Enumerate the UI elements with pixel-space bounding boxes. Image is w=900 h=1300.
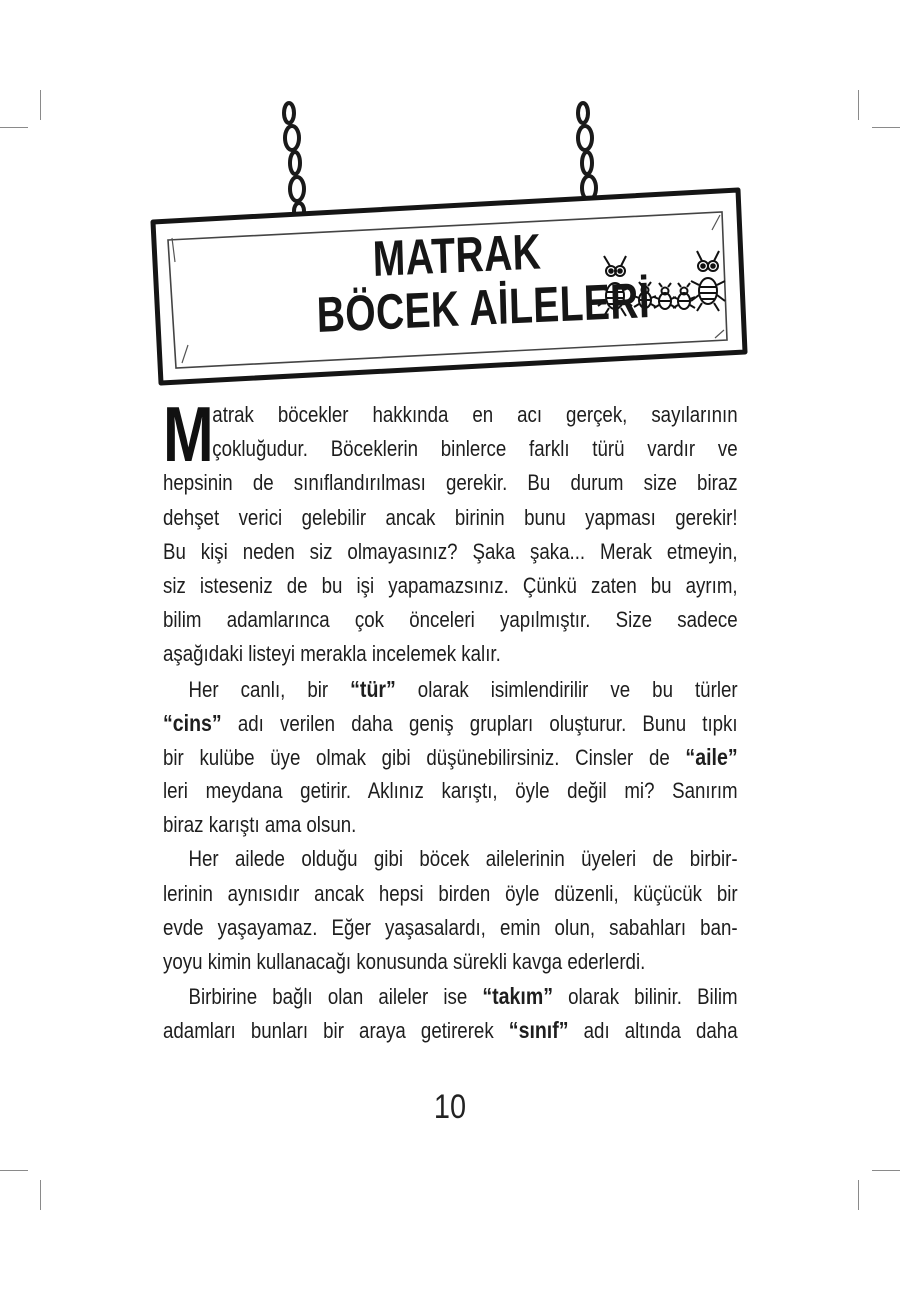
text-line: leri meydana getirir. Aklınız karıştı, öyle değil mi? Sanırım <box>163 778 738 804</box>
text-line: biraz karıştı ama olsun. <box>163 812 357 838</box>
crop-mark <box>872 1170 900 1171</box>
title-line-2: BÖCEK AİLELERİ <box>316 272 651 343</box>
text-line: yoyu kimin kullanacağı konusunda sürekli kavga ederlerdi. <box>163 949 646 974</box>
text-line: Bu kişi neden siz olmayasınız? Şaka şaka... Merak etmeyin, <box>163 538 738 564</box>
text-line: aşağıdaki listeyi merakla incelemek kalır. <box>163 641 501 667</box>
text-line: dehşet verici gelebilir ancak birinin bunu yapması gerekir! <box>163 504 738 530</box>
keyword-takim: “takım” <box>482 983 554 1010</box>
text-line <box>163 1013 738 1047</box>
text-line: Her ailede olduğu gibi böcek ailelerinin üyeleri de birbir- <box>188 846 738 872</box>
text-line: çokluğudur. Böceklerin binlerce farklı türü vardır ve <box>212 436 738 462</box>
text-line: atrak böcekler hakkında en acı gerçek, sayılarının <box>212 402 738 427</box>
crop-mark <box>858 1180 859 1210</box>
body-text <box>163 390 738 1048</box>
text-line: evde yaşayamaz. Eğer yaşasalardı, emin olun, sabahları ban- <box>163 914 738 940</box>
crop-mark <box>0 1170 28 1171</box>
drop-cap: M <box>163 390 214 478</box>
keyword-tur: “tür” <box>350 675 396 702</box>
crop-mark <box>40 1180 41 1210</box>
text-segment: adı altında daha <box>568 1018 738 1044</box>
text-line: bilim adamlarınca çok önceleri yapılmıştır. Size sadece <box>163 607 738 633</box>
text-segment: adı verilen daha geniş grupları oluşturur. Bunu tıpkı <box>221 710 738 736</box>
text-line <box>163 672 738 706</box>
page-number: 10 <box>433 1088 467 1126</box>
text-segment: adamları bunları bir araya getirerek <box>163 1018 509 1044</box>
text-line: lerinin aynısıdır ancak hepsi birden öyle düzenli, küçücük bir <box>163 880 738 906</box>
hanging-sign-icon <box>0 0 900 400</box>
keyword-cins: “cins” <box>163 709 222 736</box>
text-line <box>163 979 738 1013</box>
text-line <box>163 706 738 740</box>
text-segment: Her canlı, bir <box>188 676 351 702</box>
text-segment: olarak isimlendirilir ve bu türler <box>395 676 738 702</box>
keyword-sinif: “sınıf” <box>508 1017 569 1044</box>
text-segment: olarak bilinir. Bilim <box>553 984 738 1010</box>
text-segment: bir kulübe üye olmak gibi düşünebilirsiniz. Cinsler de <box>163 744 686 770</box>
text-line: hepsinin de sınıflandırılması gerekir. Bu durum size biraz <box>163 470 738 496</box>
text-segment: Birbirine bağlı olan aileler ise <box>188 984 483 1010</box>
text-line: siz isteseniz de bu işi yapamazsınız. Çünkü zaten bu ayrım, <box>163 572 738 598</box>
text-line <box>163 740 738 774</box>
title-line-1: MATRAK <box>372 223 542 287</box>
keyword-aile: “aile” <box>685 743 738 770</box>
